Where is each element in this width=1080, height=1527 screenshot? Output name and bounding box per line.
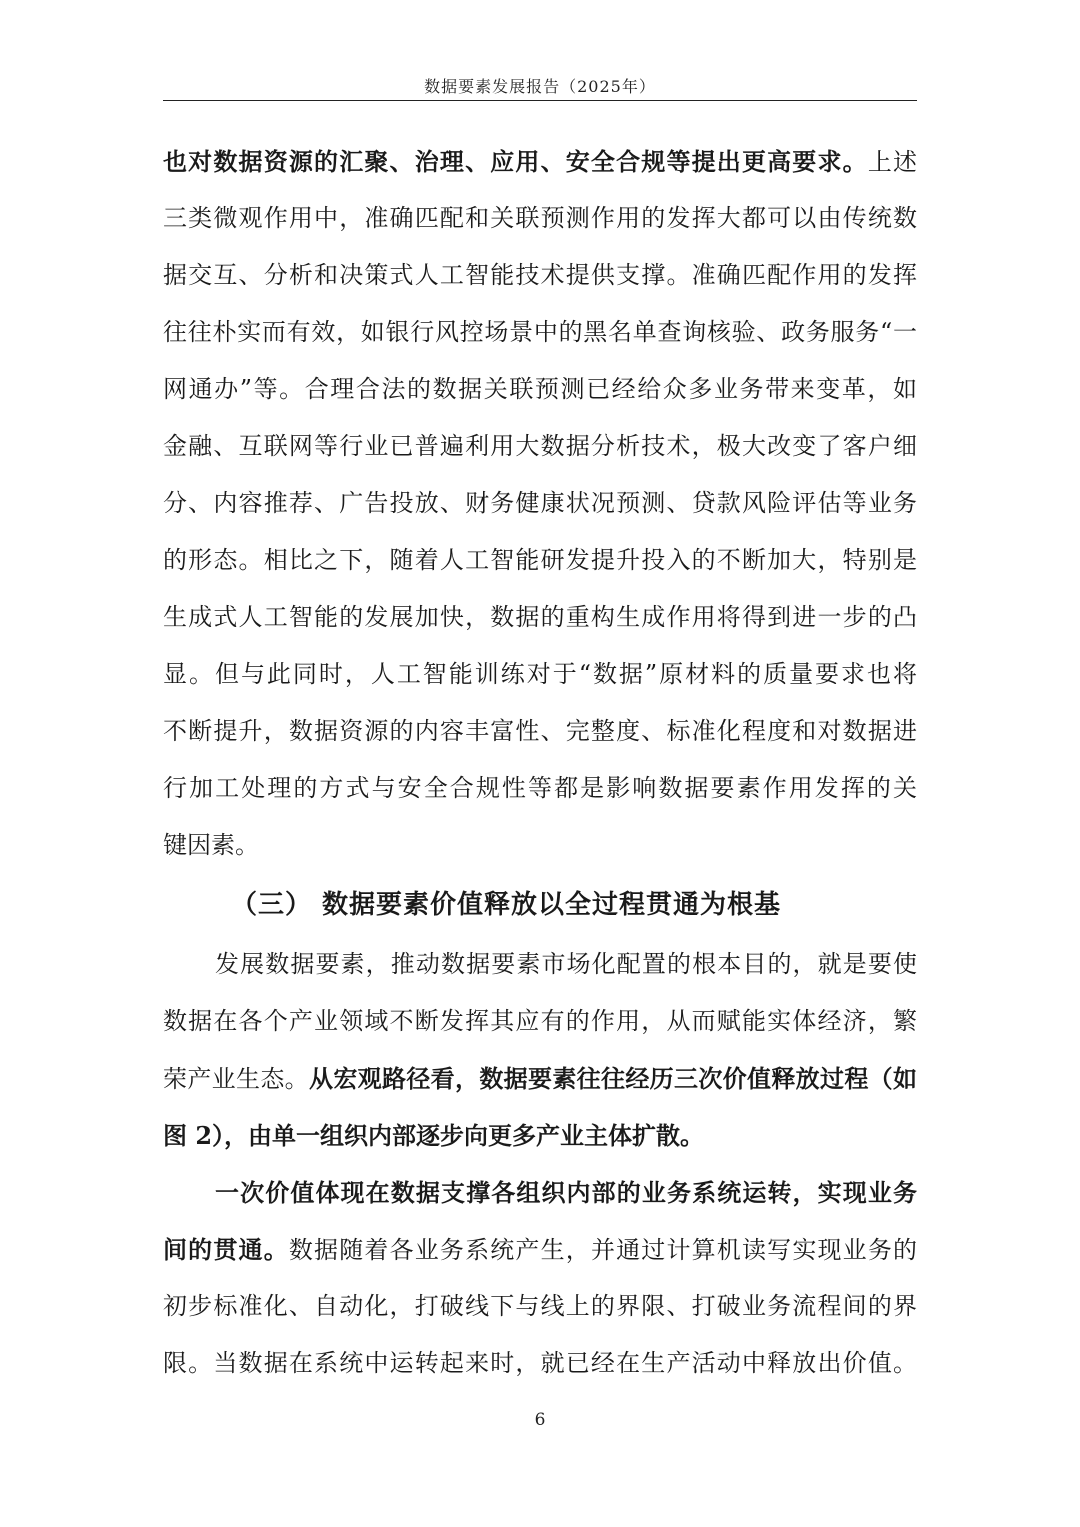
paragraph-line: 行加工处理的方式与安全合规性等都是影响数据要素作用发挥的关 <box>163 774 917 802</box>
section-heading: （三） 数据要素价值释放以全过程贯通为根基 <box>231 890 782 920</box>
paragraph-line: 一次价值体现在数据支撑各组织内部的业务系统运转，实现业务 <box>215 1178 917 1207</box>
paragraph-line: 显。但与此同时，人工智能训练对于“数据”原材料的质量要求也将 <box>163 660 917 688</box>
paragraph-line: 生成式人工智能的发展加快，数据的重构生成作用将得到进一步的凸 <box>163 603 917 631</box>
paragraph-line: 分、内容推荐、广告投放、财务健康状况预测、贷款风险评估等业务 <box>163 489 917 517</box>
bold-text: 也对数据资源的汇聚、治理、应用、安全合规等提出更高要求。 <box>163 147 868 176</box>
paragraph-line <box>163 1050 917 1107</box>
paragraph-line: 三类微观作用中，准确匹配和关联预测作用的发挥大都可以由传统数 <box>163 204 917 232</box>
body-text <box>163 133 917 1392</box>
paragraph-line: 往往朴实而有效，如银行风控场景中的黑名单查询核验、政务服务“一 <box>163 318 917 346</box>
paragraph-line: 图 2），由单一组织内部逐步向更多产业主体扩散。 <box>163 1121 705 1150</box>
paragraph-line: 的形态。相比之下，随着人工智能研发提升投入的不断加大，特别是 <box>163 546 917 574</box>
text: 数据随着各业务系统产生，并通过计算机读写实现业务的 <box>288 1236 918 1264</box>
paragraph-line: 不断提升，数据资源的内容丰富性、完整度、标准化程度和对数据进 <box>163 717 917 745</box>
bold-text: 间的贯通。 <box>163 1235 289 1264</box>
paragraph-line: 发展数据要素，推动数据要素市场化配置的根本目的，就是要使 <box>215 950 917 978</box>
bold-text: 从宏观路径看，数据要素往往经历三次价值释放过程（如 <box>309 1064 917 1093</box>
running-header: 数据要素发展报告（2025年） <box>424 77 656 96</box>
page-number: 6 <box>534 1410 546 1430</box>
paragraph-line <box>163 133 917 190</box>
text: 荣产业生态。 <box>163 1065 309 1093</box>
paragraph-line: 键因素。 <box>163 831 259 859</box>
paragraph-line: 数据在各个产业领域不断发挥其应有的作用，从而赋能实体经济，繁 <box>163 1007 917 1035</box>
paragraph-line: 据交互、分析和决策式人工智能技术提供支撑。准确匹配作用的发挥 <box>163 261 917 289</box>
paragraph-line: 限。当数据在系统中运转起来时，就已经在生产活动中释放出价值。 <box>163 1349 917 1377</box>
text: 上述 <box>867 148 918 176</box>
paragraph-line: 金融、互联网等行业已普遍利用大数据分析技术，极大改变了客户细 <box>163 432 917 460</box>
header-rule <box>163 100 917 101</box>
paragraph-line: 网通办”等。合理合法的数据关联预测已经给众多业务带来变革，如 <box>163 375 917 403</box>
paragraph-line: 初步标准化、自动化，打破线下与线上的界限、打破业务流程间的界 <box>163 1292 917 1320</box>
paragraph-line <box>163 1221 917 1278</box>
